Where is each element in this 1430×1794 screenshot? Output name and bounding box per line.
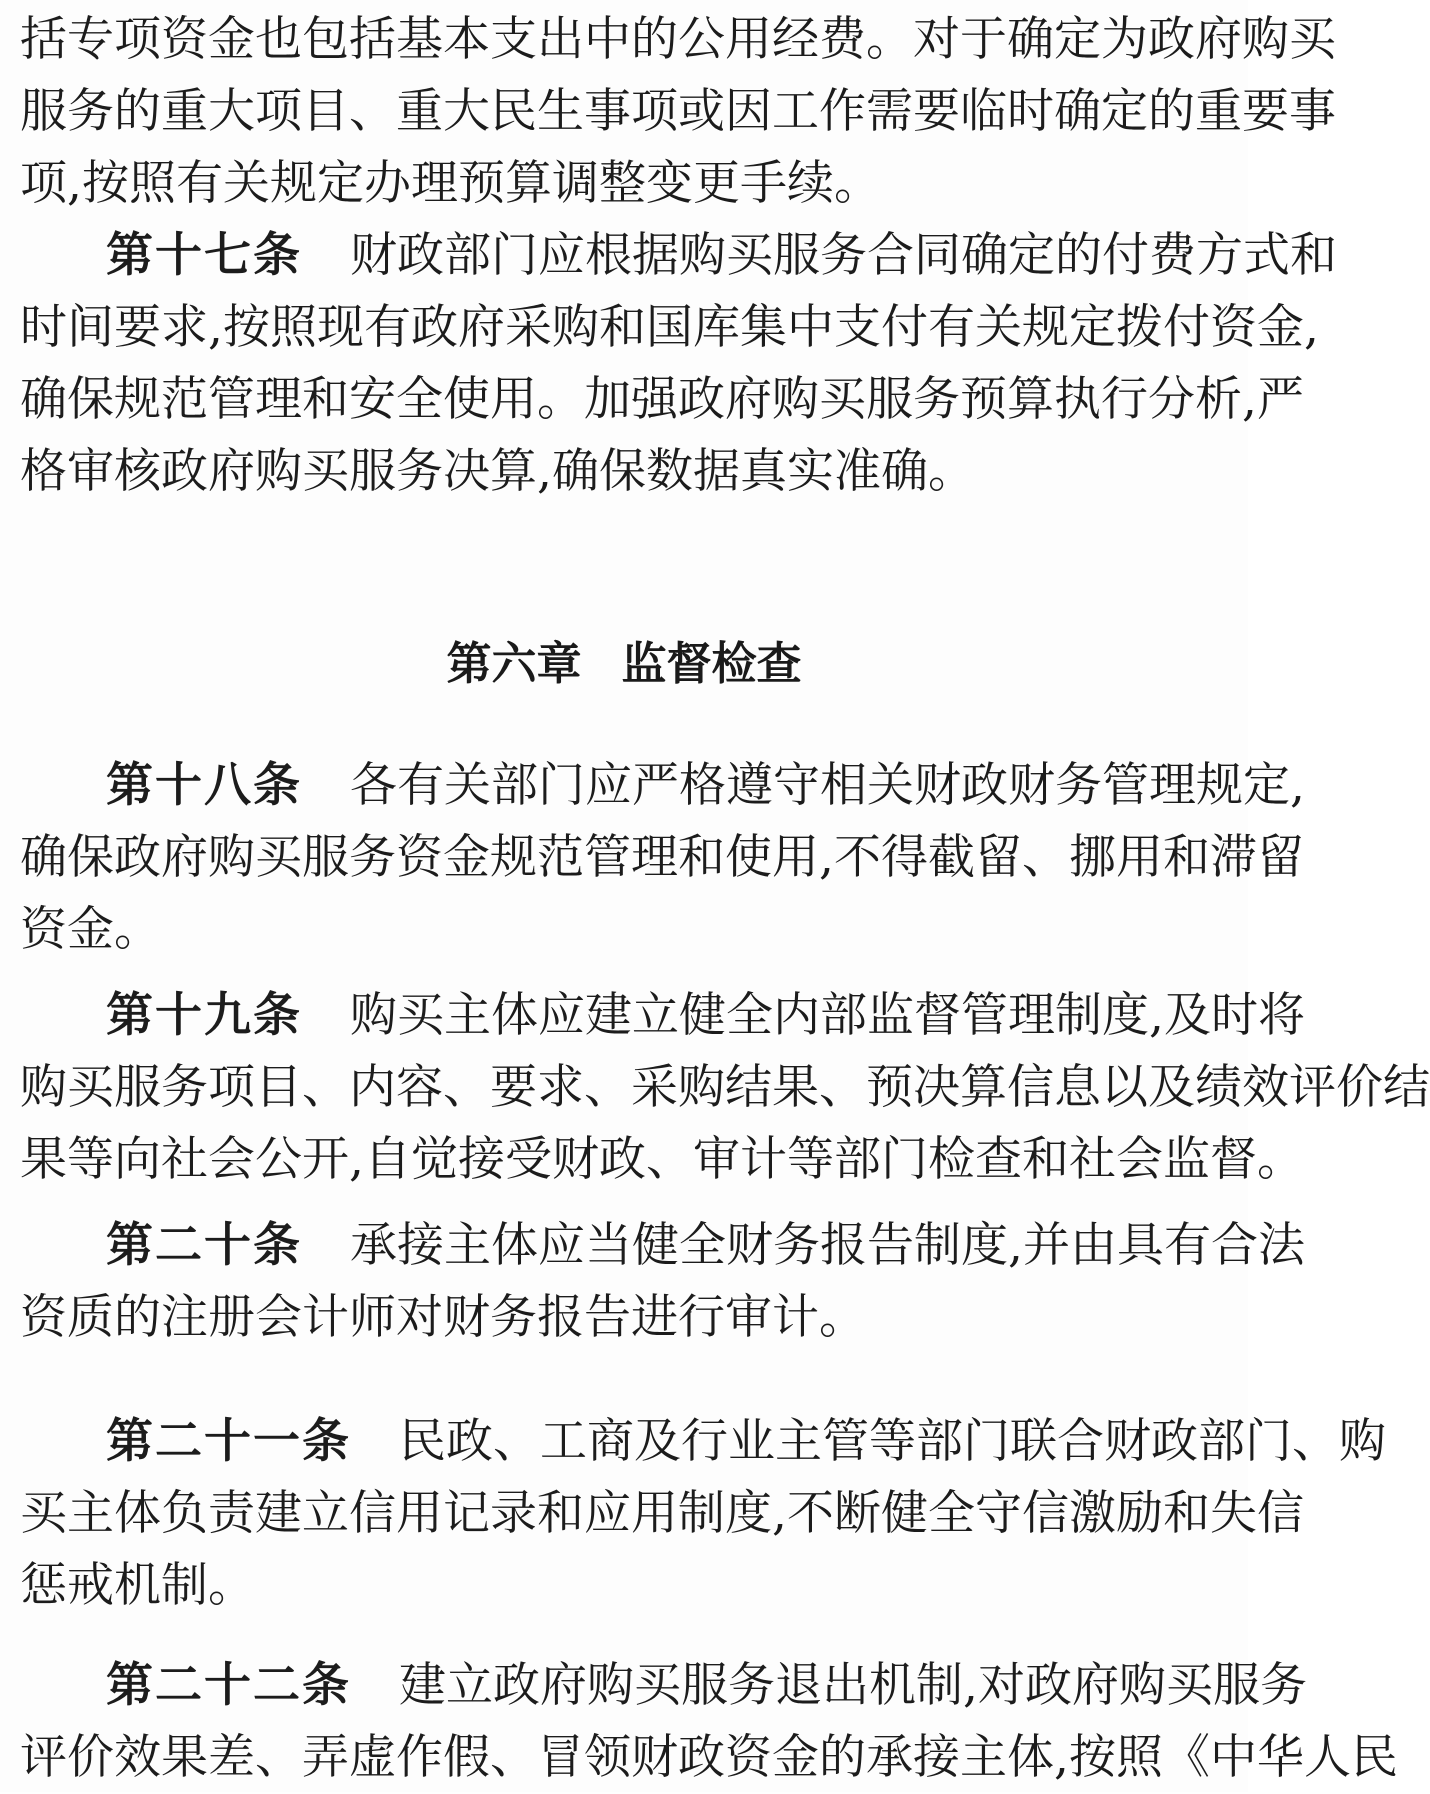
article-17-first-line (106, 220, 1337, 292)
text-line: 建立政府购买服务退出机制,对政府购买服务 (399, 1658, 1307, 1713)
article-19-heading: 第十九条 (106, 988, 302, 1043)
article-21-heading: 第二十一条 (106, 1414, 351, 1469)
text-line: 购买主体应建立健全内部监督管理制度,及时将 (350, 988, 1305, 1043)
text-line: 果等向社会公开,自觉接受财政、审计等部门检查和社会监督。 (20, 1132, 1304, 1187)
text-line: 各有关部门应严格遵守相关财政财务管理规定, (350, 758, 1305, 813)
text-line: 购买服务项目、内容、要求、采购结果、预决算信息以及绩效评价结 (20, 1060, 1430, 1115)
text-line: 项,按照有关规定办理预算调整变更手续。 (20, 156, 881, 211)
text-line: 格审核政府购买服务决算,确保数据真实准确。 (20, 444, 975, 499)
text-line: 财政部门应根据购买服务合同确定的付费方式和 (350, 228, 1337, 283)
chapter-heading (0, 628, 1248, 700)
text-line: 评价效果差、弄虚作假、冒领财政资金的承接主体,按照《中华人民 (20, 1730, 1398, 1785)
article-20-heading: 第二十条 (106, 1218, 302, 1273)
text-line: 惩戒机制。 (20, 1558, 255, 1613)
text-line: 服务的重大项目、重大民生事项或因工作需要临时确定的重要事 (20, 84, 1336, 139)
chapter-title: 监督检查 (621, 637, 802, 690)
article-22-heading: 第二十二条 (106, 1658, 351, 1713)
text-line: 确保规范管理和安全使用。加强政府购买服务预算执行分析,严 (20, 372, 1304, 427)
text-line: 括专项资金也包括基本支出中的公用经费。对于确定为政府购买 (20, 12, 1336, 67)
text-line: 承接主体应当健全财务报告制度,并由具有合法 (350, 1218, 1305, 1273)
article-17-heading: 第十七条 (106, 228, 302, 283)
text-line: 时间要求,按照现有政府采购和国库集中支付有关规定拨付资金, (20, 300, 1319, 355)
chapter-number: 第六章 (446, 637, 582, 690)
text-line: 资金。 (20, 902, 161, 957)
article-18-first-line (106, 750, 1305, 822)
text-line: 资质的注册会计师对财务报告进行审计。 (20, 1290, 866, 1345)
article-21-first-line (106, 1406, 1386, 1478)
text-line: 买主体负责建立信用记录和应用制度,不断健全守信激励和失信 (20, 1486, 1304, 1541)
article-18-heading: 第十八条 (106, 758, 302, 813)
article-19-first-line (106, 980, 1305, 1052)
text-line: 确保政府购买服务资金规范管理和使用,不得截留、挪用和滞留 (20, 830, 1304, 885)
article-22-first-line (106, 1650, 1307, 1722)
text-line: 民政、工商及行业主管等部门联合财政部门、购 (399, 1414, 1386, 1469)
article-20-first-line (106, 1210, 1305, 1282)
